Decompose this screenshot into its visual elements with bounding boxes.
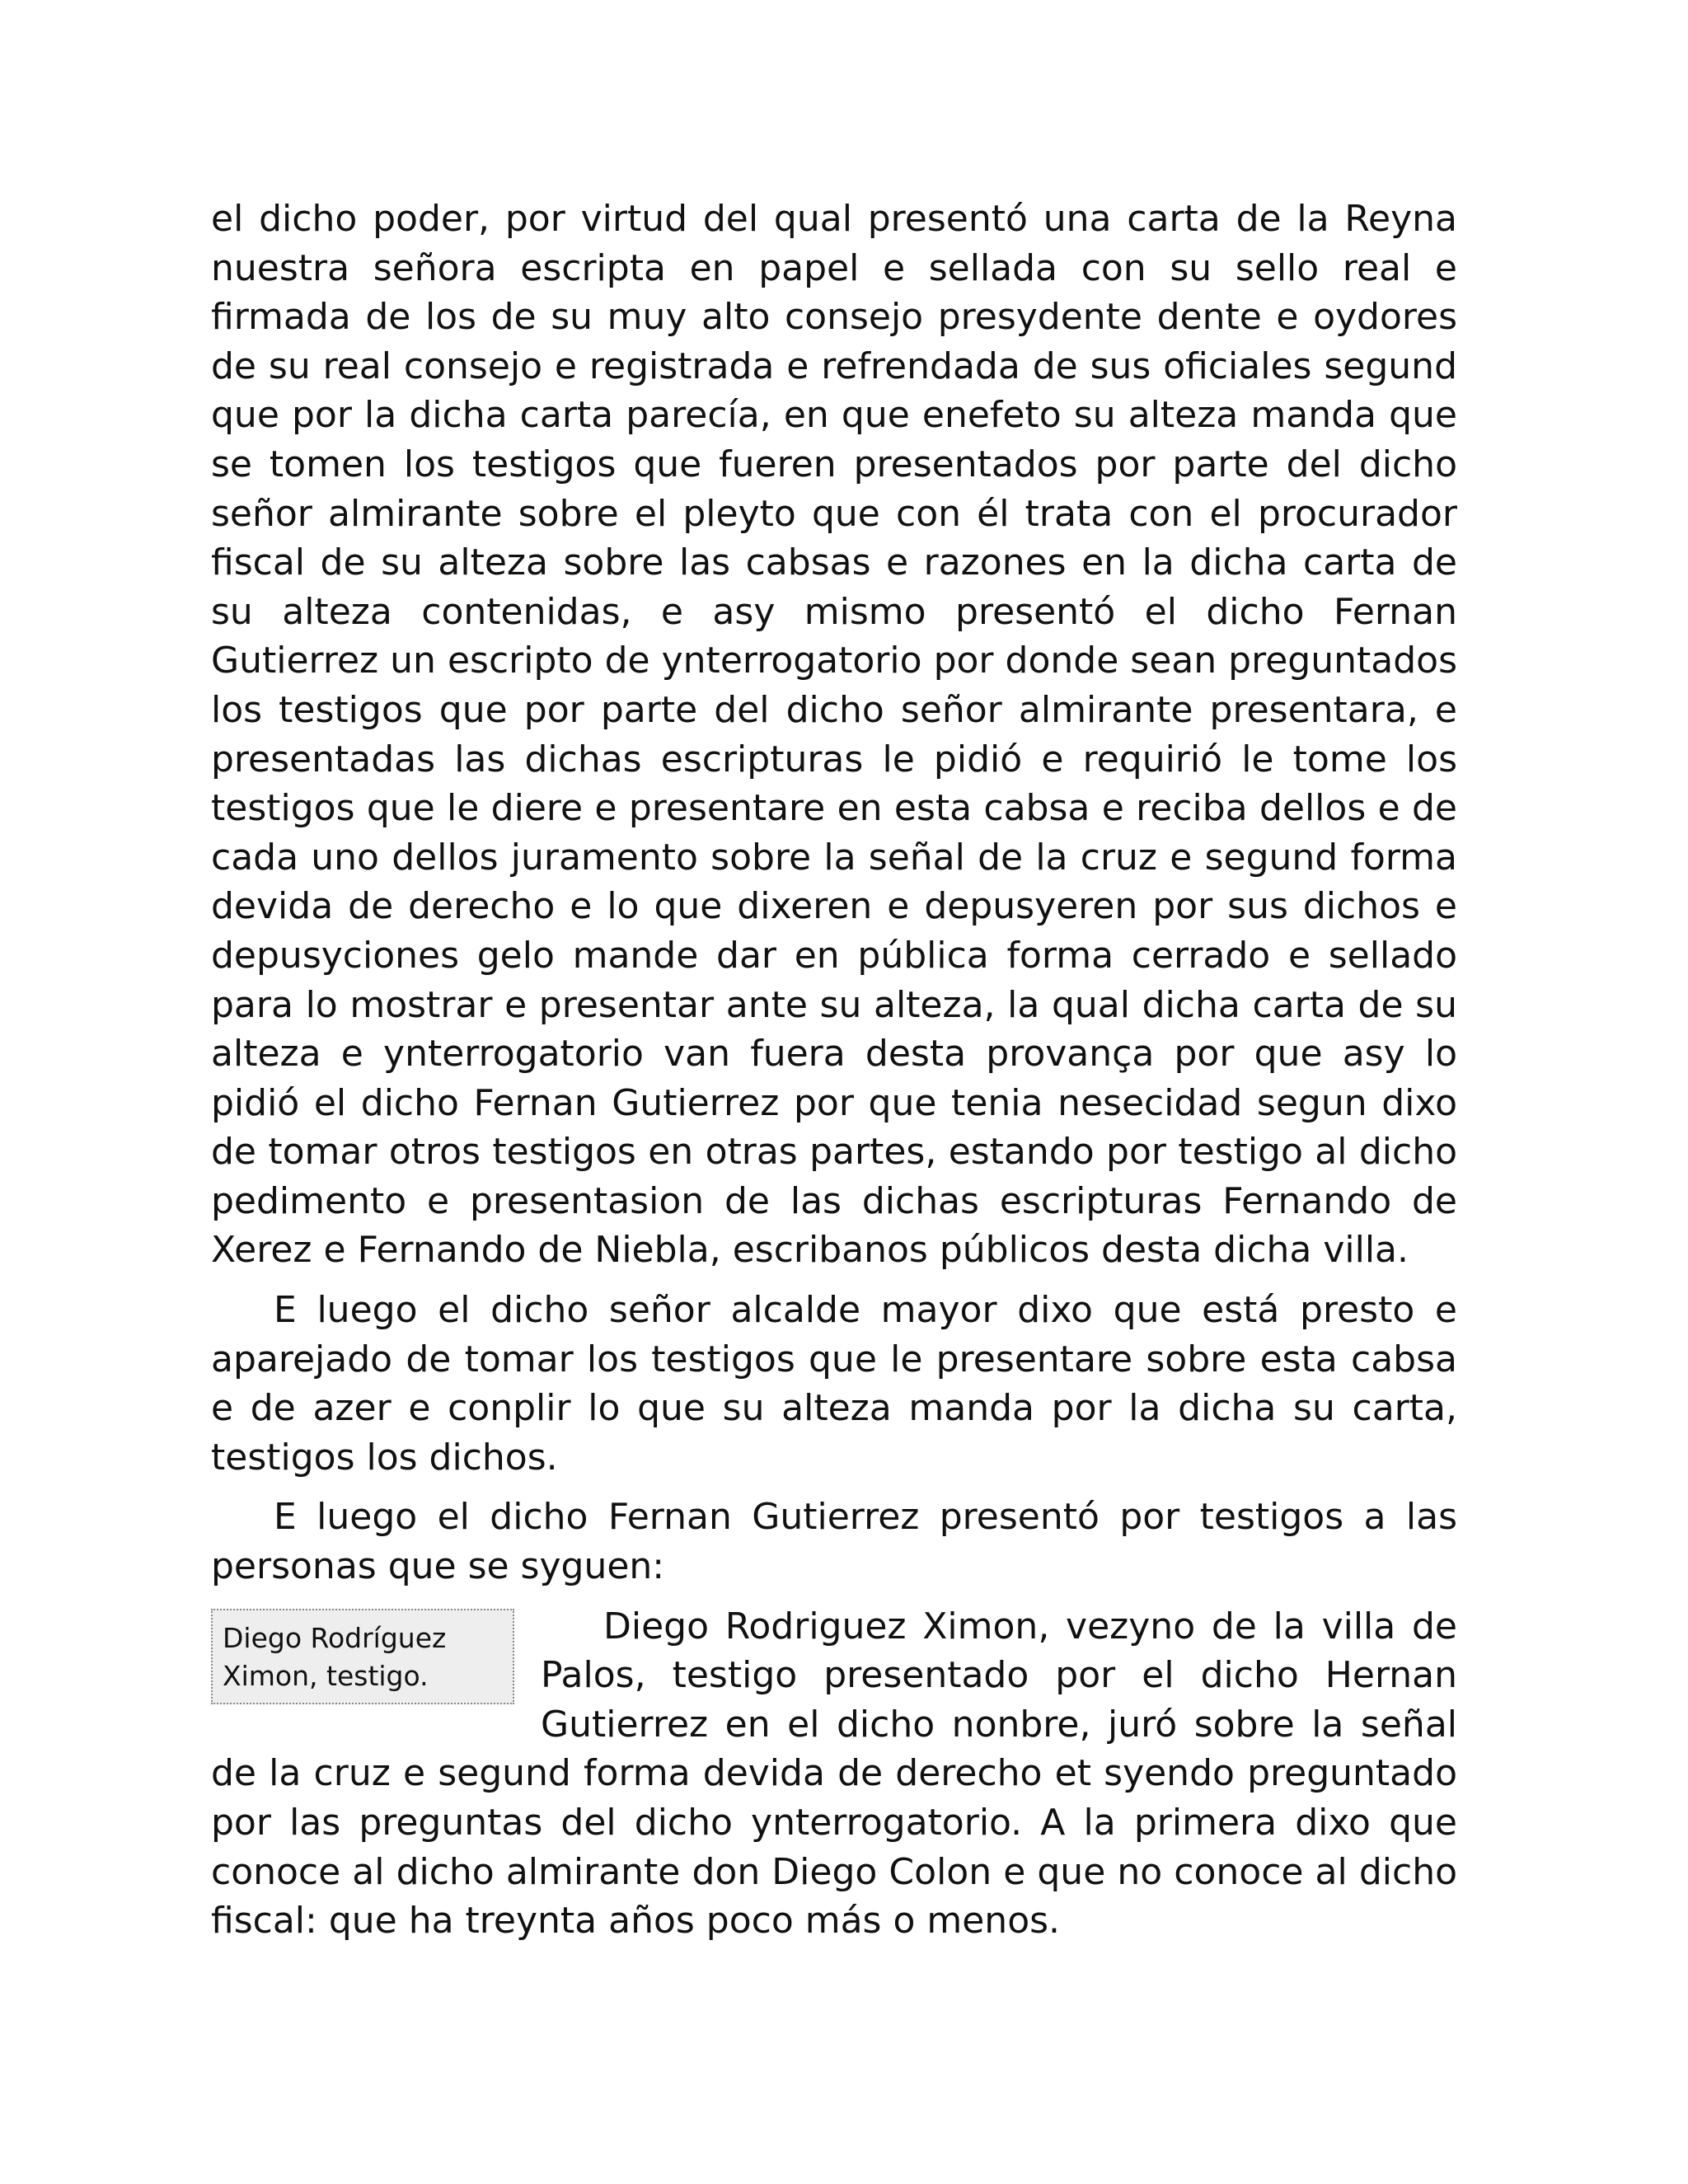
witness-text: Diego Rodriguez Ximon, vezyno de la villa de Palos, testigo presentado por el dicho Hernan Gutierrez en el dicho nonbre, juró sobre la señal de la cruz e segund forma devida de derecho et syendo preguntado por las preguntas del dicho ynterrogatorio. A la primera dixo que conoce al dicho almirante don Diego Colon e que no conoce al dicho fiscal: que ha treynta años poco más o menos. [211, 1605, 1457, 1943]
paragraph-alcalde: E luego el dicho señor alcalde mayor dixo que está presto e aparejado de tomar los testigos que le presentare sobre esta cabsa e de azer e conplir lo que su alteza manda por la dicha su carta, testigos los dichos. [211, 1289, 1457, 1479]
paragraph-poder: el dicho poder, por virtud del qual presentó una carta de la Reyna nuestra señora escripta en papel e sellada con su sello real e firmada de los de su muy alto consejo presydente dente e oydores de su real consejo e registrada e refrendada de sus oficiales segund que por la dicha carta parecía, en que enefeto su alteza manda que se tomen los testigos que fueren presentados por parte del dicho señor almirante sobre el pleyto que con él trata con el procurador fiscal de su alteza sobre las cabsas e razones en la dicha carta de su alteza contenidas, e asy mismo presentó el dicho Fernan Gutierrez un escripto de ynterrogatorio por donde sean preguntados los testigos que por parte del dicho señor almirante presentara, e presentadas las dichas escripturas le pidió e requirió le tome los testigos que le diere e presentare en esta cabsa e reciba dellos e de cada uno dellos juramento sobre la señal de la cruz e segund forma devida de derecho e lo que dixeren e depusyeren por sus dichos e depusyciones gelo mande dar en pública forma cerrado e sellado para lo mostrar e presentar ante su alteza, la qual dicha carta de su alteza e ynterrogatorio van fuera desta provança por que asy lo pidió el dicho Fernan Gutierrez por que tenia nesecidad segun dixo de tomar otros testigos en otras partes, estando por testigo al dicho pedimento e presentasion de las dichas escripturas Fernando de Xerez e Fernando de Niebla, escribanos públicos desta dicha villa. [211, 198, 1457, 1272]
text-column [211, 194, 1457, 1946]
witness-entry [211, 1602, 1457, 1946]
margin-note-line-2: Ximon, testigo. [223, 1659, 429, 1692]
paragraph-presento-testigos: E luego el dicho Fernan Gutierrez presentó por testigos a las personas que se syguen: [211, 1496, 1457, 1588]
margin-note-line-1: Diego Rodríguez [223, 1621, 447, 1654]
margin-note-box [211, 1609, 514, 1704]
